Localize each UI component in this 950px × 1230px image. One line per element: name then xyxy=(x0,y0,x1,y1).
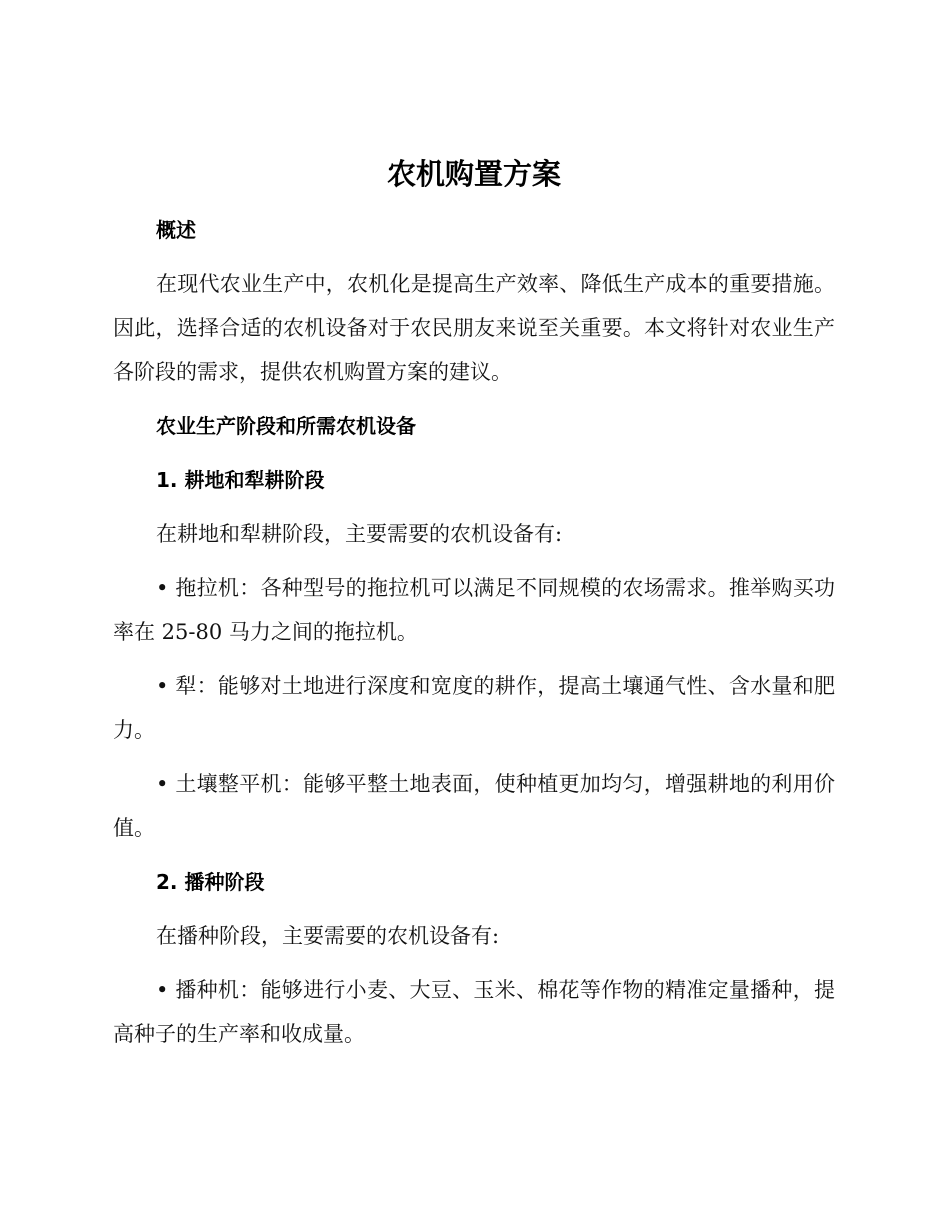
paragraph-stage-1-intro: 在耕地和犁耕阶段，主要需要的农机设备有: xyxy=(156,522,563,546)
document-title: 农机购置方案 xyxy=(386,157,561,191)
list-item-text: 犁：能够对土地进行深度和宽度的耕作，提高土壤通气性、含水量和肥力。 xyxy=(113,674,836,742)
bullet-marker: • xyxy=(156,576,176,600)
list-item-leveler xyxy=(113,762,835,850)
paragraph-stage-2-intro: 在播种阶段，主要需要的农机设备有: xyxy=(156,924,500,948)
paragraph-overview: 在现代农业生产中，农机化是提高生产效率、降低生产成本的重要措施。因此，选择合适的农机设备对于农民朋友来说至关重要。本文将针对农业生产各阶段的需求，提供农机购置方案的建议。 xyxy=(113,272,835,384)
list-item-plow xyxy=(113,664,835,752)
list-item-tractor xyxy=(113,566,835,654)
bullet-marker: • xyxy=(156,674,176,698)
list-item-text: 播种机：能够进行小麦、大豆、玉米、棉花等作物的精准定量播种，提高种子的生产率和收成量。 xyxy=(113,978,836,1046)
list-item-seeder xyxy=(113,968,835,1056)
section-heading-overview: 概述 xyxy=(156,218,196,242)
list-item-text: 拖拉机：各种型号的拖拉机可以满足不同规模的农场需求。推举购买功率在 25-80 马力之间的拖拉机。 xyxy=(113,576,836,644)
bullet-marker: • xyxy=(156,978,176,1002)
subheading-stage-1: 1. 耕地和犁耕阶段 xyxy=(156,468,325,492)
list-item-text: 土壤整平机：能够平整土地表面，使种植更加均匀，增强耕地的利用价值。 xyxy=(113,772,836,840)
section-heading-stages: 农业生产阶段和所需农机设备 xyxy=(156,414,416,438)
subheading-stage-2: 2. 播种阶段 xyxy=(156,870,265,894)
document-body xyxy=(113,150,835,1066)
bullet-marker: • xyxy=(156,772,176,796)
